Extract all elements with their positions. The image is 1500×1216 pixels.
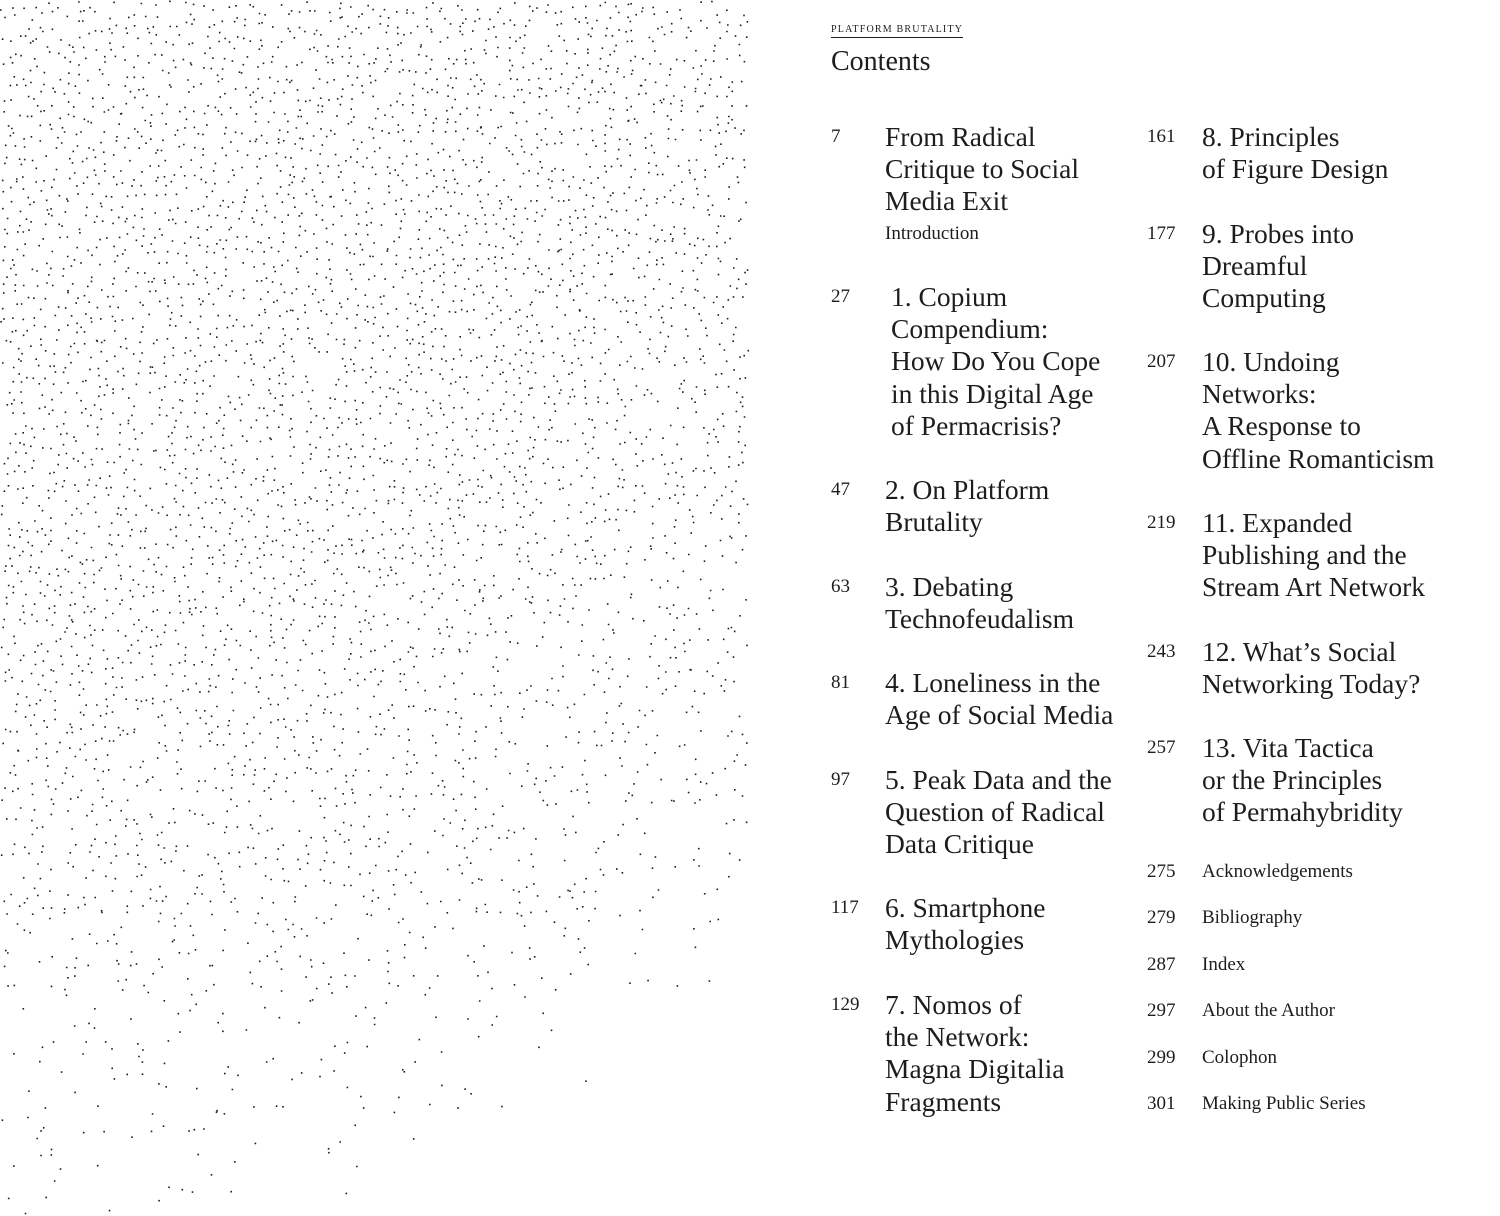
toc-entry-title: 13. Vita Tactica or the Principles of Permahybridity — [1202, 732, 1403, 828]
toc-entry-title: 2. On Platform Brutality — [885, 474, 1050, 538]
toc-page-number: 27 — [831, 286, 850, 307]
toc-entry-title: 5. Peak Data and the Question of Radical Data Critique — [885, 764, 1112, 860]
toc-entry-title: From Radical Critique to Social Media Exit — [885, 121, 1080, 217]
toc-page-number: 297 — [1147, 1000, 1176, 1021]
toc-entry-title: 12. What’s Social Networking Today? — [1202, 636, 1421, 700]
stipple-dots — [0, 1, 749, 1215]
toc-entry-title: 4. Loneliness in the Age of Social Media — [885, 667, 1114, 731]
toc-entry-title: About the Author — [1202, 1000, 1335, 1021]
toc-entry-title: 3. Debating Technofeudalism — [885, 571, 1074, 635]
page-title: Contents — [831, 46, 931, 77]
toc-entry-title: 11. Expanded Publishing and the Stream Art Network — [1202, 507, 1426, 603]
toc-entry-title: 9. Probes into Dreamful Computing — [1202, 218, 1355, 314]
toc-page-number: 301 — [1147, 1093, 1176, 1114]
toc-entry-title: Bibliography — [1202, 907, 1303, 928]
toc-entry-title: 8. Principles of Figure Design — [1202, 121, 1389, 185]
toc-page-number: 129 — [831, 994, 860, 1015]
toc-page-number: 243 — [1147, 641, 1176, 662]
toc-page-number: 279 — [1147, 907, 1176, 928]
toc-entry-title: 7. Nomos of the Network: Magna Digitalia Fragments — [885, 989, 1065, 1117]
running-head: PLATFORM BRUTALITY — [831, 24, 963, 38]
toc-page-number: 257 — [1147, 737, 1176, 758]
toc-page-number: 287 — [1147, 954, 1176, 975]
toc-page-number: 63 — [831, 576, 850, 597]
toc-page-number: 161 — [1147, 126, 1176, 147]
toc-entry-title: Acknowledgements — [1202, 861, 1353, 882]
toc-page-number: 177 — [1147, 223, 1176, 244]
toc-page-number: 47 — [831, 479, 850, 500]
toc-entry-title: 10. Undoing Networks: A Response to Offline Romanticism — [1202, 346, 1435, 474]
toc-entry-title: Colophon — [1202, 1047, 1277, 1068]
toc-page-number: 207 — [1147, 351, 1176, 372]
toc-page-number: 81 — [831, 672, 850, 693]
toc-page-number: 97 — [831, 769, 850, 790]
toc-page-number: 117 — [831, 897, 859, 918]
toc-page-number: 275 — [1147, 861, 1176, 882]
toc-entry-title: 6. Smartphone Mythologies — [885, 892, 1046, 956]
toc-entry-title: Making Public Series — [1202, 1093, 1366, 1114]
toc-page-number: 299 — [1147, 1047, 1176, 1068]
toc-page-number: 219 — [1147, 512, 1176, 533]
toc-entry-title: 1. Copium Compendium: How Do You Cope in this Digital Age of Permacrisis? — [891, 281, 1101, 441]
toc-entry-title: Index — [1202, 954, 1246, 975]
toc-page-number: 7 — [831, 126, 841, 147]
toc-entry-subtitle: Introduction — [885, 223, 979, 244]
